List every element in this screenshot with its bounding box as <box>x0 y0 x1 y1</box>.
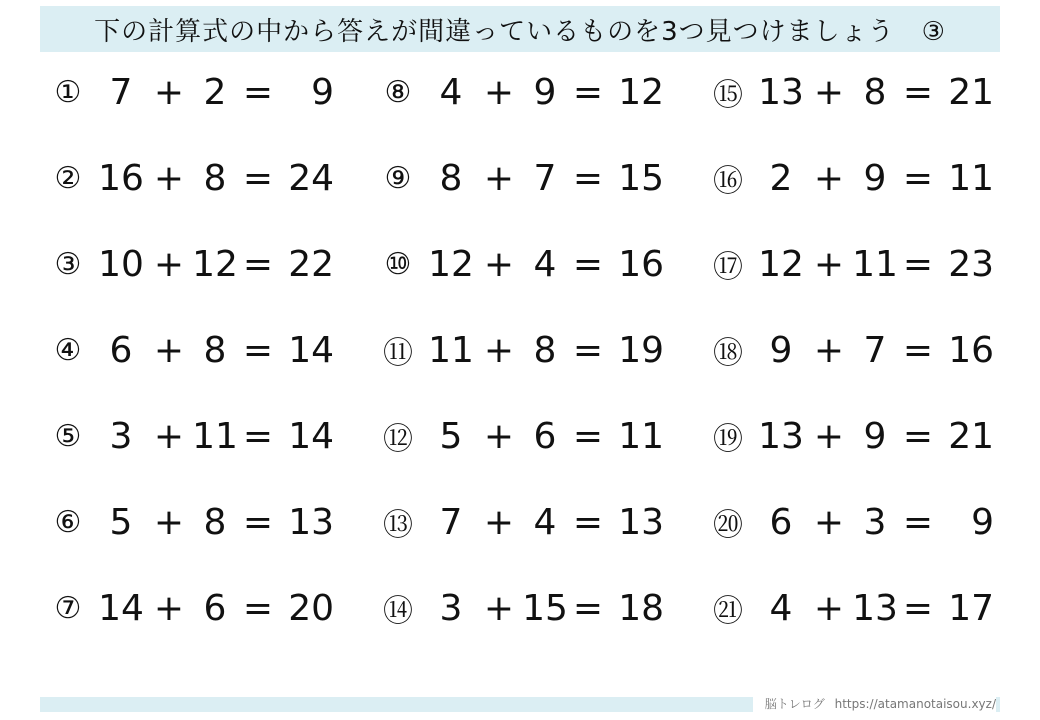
answer: 21 <box>948 415 994 457</box>
problem-number: ⑨ <box>384 160 412 196</box>
answer: 19 <box>618 329 664 371</box>
operand-a: 5 <box>439 415 463 457</box>
problem-16 <box>700 148 994 208</box>
equals-sign: = <box>902 415 934 457</box>
problem-number: ④ <box>54 332 82 368</box>
operator: + <box>813 501 845 543</box>
problem-3 <box>40 234 334 294</box>
operand-b: 15 <box>522 587 568 629</box>
problem-number: ⑤ <box>54 418 82 454</box>
operand-b: 7 <box>863 329 887 371</box>
equals-sign: = <box>242 501 274 543</box>
operator: + <box>153 415 185 457</box>
answer: 16 <box>618 243 664 285</box>
operand-b: 4 <box>533 243 557 285</box>
operator: + <box>153 157 185 199</box>
operand-a: 12 <box>428 243 474 285</box>
problem-number: ⑧ <box>384 74 412 110</box>
site-url: https://atamanotaisou.xyz/ <box>834 697 996 711</box>
problem-20 <box>700 492 994 552</box>
problem-4 <box>40 320 334 380</box>
operand-a: 7 <box>109 71 133 113</box>
equals-sign: = <box>572 415 604 457</box>
operand-a: 13 <box>758 415 804 457</box>
operand-a: 16 <box>98 157 144 199</box>
equals-sign: = <box>242 587 274 629</box>
operand-b: 9 <box>863 157 887 199</box>
operator: + <box>813 329 845 371</box>
equals-sign: = <box>572 329 604 371</box>
operand-a: 10 <box>98 243 144 285</box>
problem-15 <box>700 62 994 122</box>
operand-b: 8 <box>203 501 227 543</box>
answer: 9 <box>971 501 994 543</box>
problem-number: ⑲ <box>713 422 743 457</box>
problem-number: ⑥ <box>54 504 82 540</box>
answer: 14 <box>288 415 334 457</box>
answer: 15 <box>618 157 664 199</box>
site-credit <box>753 697 996 712</box>
operand-a: 11 <box>428 329 474 371</box>
operand-b: 8 <box>863 71 887 113</box>
operand-b: 6 <box>203 587 227 629</box>
problem-17 <box>700 234 994 294</box>
operand-b: 9 <box>533 71 557 113</box>
operator: + <box>483 587 515 629</box>
problem-number: ⑩ <box>384 246 412 282</box>
problem-grid <box>40 71 1000 680</box>
operator: + <box>813 71 845 113</box>
answer: 14 <box>288 329 334 371</box>
problem-number: ⑦ <box>54 590 82 626</box>
equals-sign: = <box>242 329 274 371</box>
operand-a: 6 <box>769 501 793 543</box>
problem-8 <box>370 62 664 122</box>
operand-b: 2 <box>203 71 227 113</box>
equals-sign: = <box>242 415 274 457</box>
operator: + <box>153 329 185 371</box>
answer: 13 <box>618 501 664 543</box>
operator: + <box>153 71 185 113</box>
answer: 9 <box>311 71 334 113</box>
operator: + <box>153 501 185 543</box>
operand-b: 8 <box>203 157 227 199</box>
answer: 12 <box>618 71 664 113</box>
problem-number: ⑫ <box>383 422 413 457</box>
title-banner <box>40 6 1000 52</box>
answer: 23 <box>948 243 994 285</box>
answer: 21 <box>948 71 994 113</box>
problem-5 <box>40 406 334 466</box>
answer: 22 <box>288 243 334 285</box>
operand-a: 3 <box>109 415 133 457</box>
equals-sign: = <box>572 587 604 629</box>
operator: + <box>813 415 845 457</box>
operand-b: 8 <box>203 329 227 371</box>
problem-number: ⑯ <box>713 164 743 199</box>
equals-sign: = <box>572 157 604 199</box>
operand-a: 8 <box>439 157 463 199</box>
operand-a: 12 <box>758 243 804 285</box>
equals-sign: = <box>572 243 604 285</box>
equals-sign: = <box>242 157 274 199</box>
equals-sign: = <box>902 501 934 543</box>
operator: + <box>483 71 515 113</box>
operator: + <box>813 587 845 629</box>
answer: 24 <box>288 157 334 199</box>
problem-number: ⑮ <box>713 78 743 113</box>
answer: 17 <box>948 587 994 629</box>
answer: 11 <box>618 415 664 457</box>
operand-b: 4 <box>533 501 557 543</box>
problem-18 <box>700 320 994 380</box>
problem-19 <box>700 406 994 466</box>
equals-sign: = <box>902 243 934 285</box>
operand-b: 3 <box>863 501 887 543</box>
operator: + <box>813 243 845 285</box>
problem-number: ⑭ <box>383 594 413 629</box>
operator: + <box>483 415 515 457</box>
operand-a: 2 <box>769 157 793 199</box>
operand-a: 4 <box>439 71 463 113</box>
operator: + <box>153 243 185 285</box>
operand-b: 6 <box>533 415 557 457</box>
equals-sign: = <box>902 71 934 113</box>
operand-b: 11 <box>852 243 898 285</box>
problem-6 <box>40 492 334 552</box>
equals-sign: = <box>572 71 604 113</box>
operator: + <box>153 587 185 629</box>
problem-10 <box>370 234 664 294</box>
answer: 18 <box>618 587 664 629</box>
problem-number: ⑬ <box>383 508 413 543</box>
problem-number: ⑱ <box>713 336 743 371</box>
answer: 13 <box>288 501 334 543</box>
operand-a: 6 <box>109 329 133 371</box>
problem-1 <box>40 62 334 122</box>
answer: 11 <box>948 157 994 199</box>
problem-12 <box>370 406 664 466</box>
operand-b: 12 <box>192 243 238 285</box>
problem-number: ⑪ <box>383 336 413 371</box>
operand-a: 7 <box>439 501 463 543</box>
problem-2 <box>40 148 334 208</box>
problem-number: ① <box>54 74 82 110</box>
problem-number: ② <box>54 160 82 196</box>
operand-a: 9 <box>769 329 793 371</box>
equals-sign: = <box>572 501 604 543</box>
equals-sign: = <box>242 71 274 113</box>
operator: + <box>483 329 515 371</box>
operand-a: 13 <box>758 71 804 113</box>
problem-14 <box>370 578 664 638</box>
operand-a: 5 <box>109 501 133 543</box>
operand-b: 11 <box>192 415 238 457</box>
answer: 20 <box>288 587 334 629</box>
problem-9 <box>370 148 664 208</box>
equals-sign: = <box>242 243 274 285</box>
operator: + <box>483 243 515 285</box>
operator: + <box>813 157 845 199</box>
operand-b: 9 <box>863 415 887 457</box>
operand-b: 8 <box>533 329 557 371</box>
answer: 16 <box>948 329 994 371</box>
brand-name: 脳トレログ <box>764 697 825 711</box>
operand-a: 3 <box>439 587 463 629</box>
problem-21 <box>700 578 994 638</box>
equals-sign: = <box>902 587 934 629</box>
operator: + <box>483 157 515 199</box>
equals-sign: = <box>902 329 934 371</box>
equals-sign: = <box>902 157 934 199</box>
problem-number: ⑰ <box>713 250 743 285</box>
operand-b: 7 <box>533 157 557 199</box>
problem-11 <box>370 320 664 380</box>
operand-a: 4 <box>769 587 793 629</box>
problem-7 <box>40 578 334 638</box>
operand-a: 14 <box>98 587 144 629</box>
problem-number: ㉑ <box>713 594 743 629</box>
problem-13 <box>370 492 664 552</box>
problem-number: ③ <box>54 246 82 282</box>
operator: + <box>483 501 515 543</box>
problem-number: ⑳ <box>713 508 743 543</box>
operand-b: 13 <box>852 587 898 629</box>
page-title: 下の計算式の中から答えが間違っているものを3つ見つけましょう ③ <box>94 16 946 47</box>
